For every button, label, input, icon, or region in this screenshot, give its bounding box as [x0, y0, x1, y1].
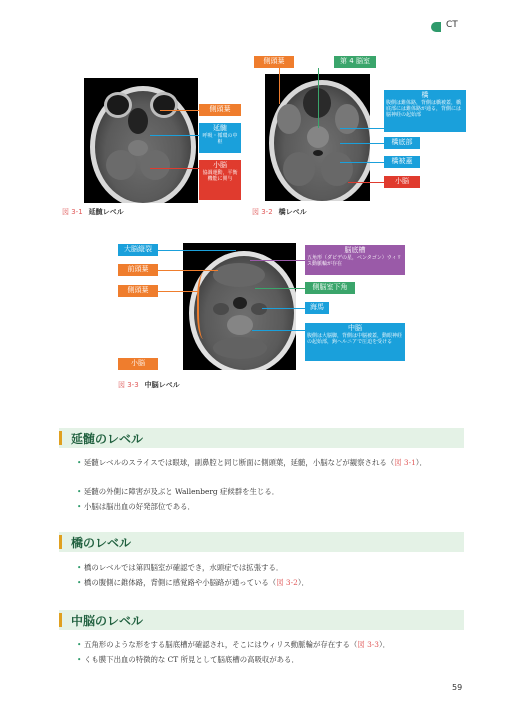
- bullet-item: [77, 653, 469, 667]
- section-marker: [59, 613, 62, 627]
- figure-caption-2: [252, 207, 307, 217]
- bullet-item: [77, 638, 469, 652]
- ct-scan-midbrain: [183, 243, 296, 370]
- label-cerebellum-2: 小脳: [384, 176, 420, 188]
- figure-number-2: 図 3-2: [252, 208, 273, 216]
- bullet-dot-icon: •: [77, 502, 82, 511]
- bullet-text: くも膜下出血の特徴的な CT 所見として脳底槽の高吸収がある．: [84, 655, 299, 664]
- chapter-tab-marker: [431, 22, 441, 32]
- ct-scan-medulla: [84, 78, 198, 203]
- ref-paren: ）．: [415, 458, 427, 467]
- label-cerebellum-1: [199, 160, 241, 200]
- section-header-pons: [59, 532, 464, 552]
- label-pontine-tegmentum: 橋被蓋: [384, 156, 420, 168]
- figure-ref-link[interactable]: 図 3-2: [276, 578, 298, 587]
- label-medulla: [199, 123, 241, 153]
- ref-paren: （: [386, 458, 395, 467]
- label-temporal-lobe-3: 側頭葉: [118, 285, 158, 297]
- label-frontal-lobe: 前頭葉: [118, 264, 158, 276]
- bullet-item: [77, 456, 469, 470]
- label-cerebellum-3: 小脳: [118, 358, 158, 370]
- bullet-dot-icon: •: [77, 458, 82, 467]
- label-temporal-lobe-1: 側頭葉: [199, 104, 241, 116]
- figure-number-3: 図 3-3: [118, 381, 139, 389]
- chapter-label: CT: [446, 20, 458, 30]
- label-medulla-desc: 呼吸・循環の中枢: [202, 133, 238, 145]
- bullet-text: 延髄の外側に障害が及ぶと Wallenberg 症候群を生じる．: [84, 487, 280, 496]
- figure-caption-3: [118, 380, 180, 390]
- figure-title-1: 延髄レベル: [88, 208, 124, 216]
- figure-caption-1: [62, 207, 124, 217]
- section-marker: [59, 431, 62, 445]
- label-pons-title: 橋: [421, 91, 429, 99]
- ref-paren: ）．: [297, 578, 309, 587]
- bullet-item: [77, 485, 469, 499]
- bullet-dot-icon: •: [77, 487, 82, 496]
- bullet-dot-icon: •: [77, 563, 82, 572]
- label-temporal-lobe-2: 側頭葉: [254, 56, 294, 68]
- label-basilar-pons: 橋底部: [384, 137, 420, 149]
- section-title: 橋のレベル: [71, 536, 132, 550]
- figure-title-3: 中脳レベル: [144, 381, 180, 389]
- section-marker: [59, 535, 62, 549]
- ref-paren: ）．: [378, 640, 391, 649]
- section-header-midbrain: [59, 610, 464, 630]
- bullet-text: 橋のレベルでは第四脳室が確認でき，水頭症では拡張する．: [84, 563, 284, 572]
- label-pons-desc: 腹側は錐体路，背側は橋被蓋，橋底部には錐体路が通る，背側には脳神経の起始部: [386, 100, 462, 118]
- bullet-text: 五角形のような形をする脳底槽が確認され，そこにはウィリス動脈輪が存在する: [84, 640, 350, 649]
- page-number: 59: [452, 683, 463, 692]
- bullet-dot-icon: •: [77, 578, 82, 587]
- label-midbrain-title: 中脳: [348, 324, 362, 332]
- bullet-dot-icon: •: [77, 655, 82, 664]
- label-fourth-ventricle: 第 4 脳室: [334, 56, 376, 68]
- label-longitudinal-fissure: 大脳縦裂: [118, 244, 158, 256]
- bullet-text: 橋の腹側に錐体路，背側に感覚路や小脳路が通っている: [84, 578, 269, 587]
- label-cerebellum-1-title: 小脳: [213, 161, 227, 169]
- label-pons: [384, 90, 466, 132]
- label-hippocampus: 海馬: [305, 302, 329, 314]
- figure-title-2: 橋レベル: [278, 208, 307, 216]
- bullet-item: [77, 500, 469, 514]
- label-basal-cistern: [305, 245, 405, 275]
- label-midbrain: [305, 323, 405, 361]
- section-title: 延髄のレベル: [71, 432, 144, 446]
- label-medulla-title: 延髄: [213, 124, 227, 132]
- bullet-text: 小脳は脳出血の好発部位である．: [84, 502, 195, 511]
- label-cerebellum-1-desc: 協調運動，平衡機能に関与: [202, 170, 238, 182]
- section-title: 中脳のレベル: [71, 614, 144, 628]
- label-basal-cistern-title: 脳底槽: [344, 246, 366, 254]
- bullet-dot-icon: •: [77, 640, 82, 649]
- ref-paren: （: [268, 578, 277, 587]
- figure-number-1: 図 3-1: [62, 208, 83, 216]
- label-inferior-horn: 側脳室下角: [305, 282, 355, 294]
- label-midbrain-desc: 腹側は大脳脚，背側は中脳被蓋，動眼神経の起始部，鉤ヘルニアで圧迫を受ける: [307, 333, 403, 345]
- section-header-medulla: [59, 428, 464, 448]
- figure-ref-link[interactable]: 図 3-1: [394, 458, 416, 467]
- label-basal-cistern-desc: 五角形（ダビデの星，ペンタゴン）ウィリス動脈輪が存在: [307, 255, 402, 267]
- bullet-text: 延髄レベルのスライスでは眼球，副鼻腔と同じ断面に側頭葉，延髄，小脳などが観察される: [84, 458, 387, 467]
- bullet-item: [77, 561, 469, 575]
- figure-ref-link[interactable]: 図 3-3: [357, 640, 379, 649]
- ref-paren: （: [349, 640, 358, 649]
- bullet-item: [77, 576, 469, 590]
